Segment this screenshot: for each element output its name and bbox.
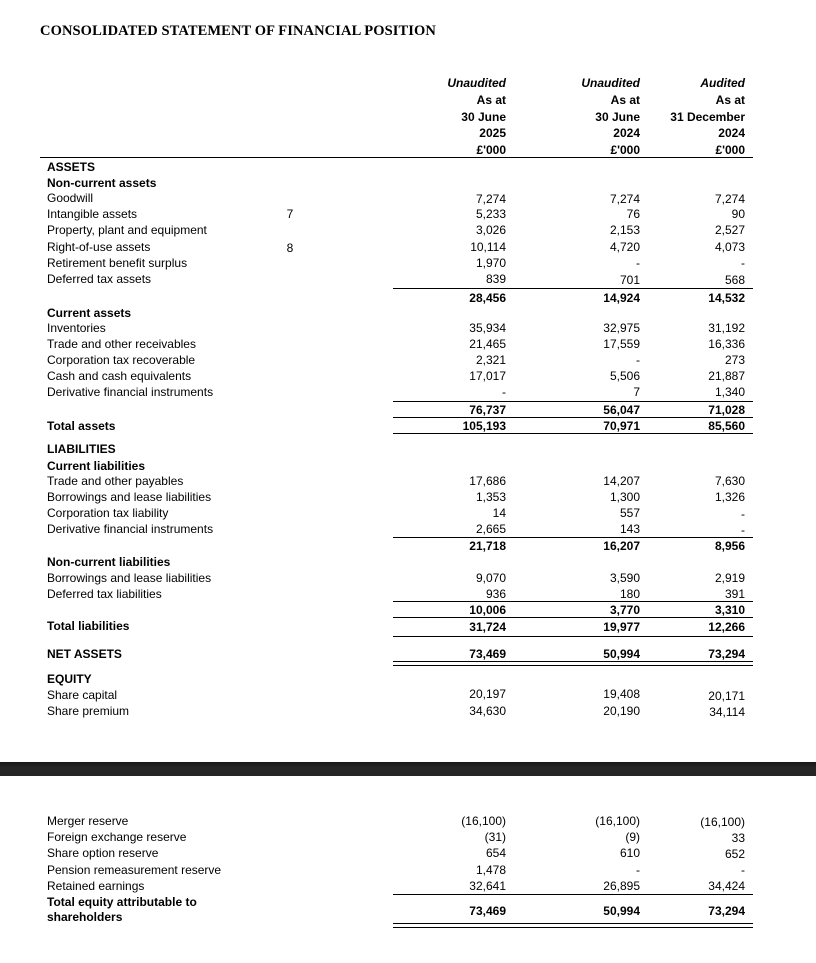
row-label: Inventories (47, 321, 106, 335)
value-dec-2024: 3,310 (714, 603, 745, 617)
total-rule (393, 433, 753, 434)
date: 30 June (461, 110, 506, 124)
row-label: Foreign exchange reserve (47, 830, 187, 844)
value-2025: (16,100) (461, 814, 506, 828)
row-label: Corporation tax recoverable (47, 353, 196, 367)
double-rule (393, 923, 753, 928)
value-jun-2024: - (636, 863, 640, 877)
value-2025: 1,478 (475, 863, 506, 877)
subheading-non-current-assets: Non-current assets (47, 176, 157, 190)
value-dec-2024: 2,527 (714, 223, 745, 237)
value-jun-2024: 557 (619, 506, 640, 520)
row-label: Share option reserve (47, 846, 159, 860)
value-dec-2024: - (741, 256, 745, 270)
subtotal-rule (393, 601, 753, 602)
unit: £'000 (715, 143, 745, 157)
value-2025: 1,353 (475, 490, 506, 504)
value-dec-2024: 16,336 (708, 337, 745, 351)
value-2025: 3,026 (475, 223, 506, 237)
total-rule (393, 636, 753, 637)
value-2025: 73,469 (469, 647, 506, 661)
value-2025: 21,465 (469, 337, 506, 351)
value-2025: 10,114 (470, 240, 506, 254)
row-label: Total liabilities (47, 619, 130, 633)
subheading-non-current-liabilities: Non-current liabilities (47, 555, 171, 569)
row-label: Right-of-use assets (47, 240, 151, 254)
row-label: Retained earnings (47, 879, 145, 893)
value-jun-2024: 14,207 (603, 474, 640, 488)
row-label: Goodwill (47, 191, 94, 205)
value-dec-2024: 12,266 (708, 620, 745, 634)
value-jun-2024: 4,720 (609, 240, 640, 254)
value-2025: 936 (485, 587, 506, 601)
value-dec-2024: 7,274 (714, 192, 745, 206)
value-dec-2024: 71,028 (708, 403, 745, 417)
value-dec-2024: 391 (724, 587, 745, 601)
value-dec-2024: 21,887 (708, 369, 745, 383)
row-label: Total assets (47, 419, 116, 433)
section-heading-liabilities: LIABILITIES (47, 442, 116, 456)
value-dec-2024: - (741, 863, 745, 877)
section-heading-equity: EQUITY (47, 672, 92, 686)
value-dec-2024: 31,192 (708, 321, 745, 335)
value-jun-2024: 1,300 (609, 490, 640, 504)
value-dec-2024: 34,114 (709, 705, 745, 719)
audit-status: Audited (700, 76, 745, 90)
row-label: NET ASSETS (47, 647, 122, 661)
value-dec-2024: - (741, 523, 745, 537)
row-label: Retirement benefit surplus (47, 256, 188, 270)
row-label: Property, plant and equipment (47, 223, 207, 237)
value-jun-2024: (9) (625, 830, 640, 844)
value-dec-2024: 568 (724, 273, 745, 287)
value-jun-2024: - (636, 256, 640, 270)
value-2025: 20,197 (469, 687, 506, 701)
value-dec-2024: (16,100) (700, 815, 745, 829)
row-label: Borrowings and lease liabilities (47, 571, 212, 585)
value-dec-2024: 2,919 (714, 571, 745, 585)
value-2025: 21,718 (469, 539, 506, 553)
value-jun-2024: 701 (619, 273, 640, 287)
value-jun-2024: 7 (633, 385, 640, 399)
as-at: As at (476, 93, 506, 107)
row-label: Total equity attributable to (47, 895, 197, 909)
value-2025: 73,469 (469, 904, 506, 918)
subtotal-rule (393, 894, 753, 895)
value-dec-2024: 4,073 (714, 240, 745, 254)
row-label: Deferred tax assets (47, 272, 152, 286)
subtotal-rule (393, 401, 753, 402)
value-jun-2024: 50,994 (603, 904, 640, 918)
value-dec-2024: 652 (724, 847, 745, 861)
value-dec-2024: 7,630 (714, 474, 745, 488)
value-dec-2024: 33 (731, 831, 745, 845)
value-dec-2024: 85,560 (708, 419, 745, 433)
value-dec-2024: 90 (731, 207, 745, 221)
value-jun-2024: 50,994 (603, 647, 640, 661)
unit: £'000 (610, 143, 640, 157)
value-dec-2024: 20,171 (708, 689, 745, 703)
value-dec-2024: 34,424 (708, 879, 745, 893)
value-jun-2024: 14,924 (603, 291, 640, 305)
double-rule (393, 661, 753, 666)
value-jun-2024: 76 (626, 207, 640, 221)
value-jun-2024: 3,770 (609, 603, 640, 617)
total-rule (393, 417, 753, 418)
date: 30 June (595, 110, 640, 124)
value-jun-2024: 5,506 (609, 369, 640, 383)
value-dec-2024: 14,532 (708, 291, 745, 305)
row-label: Share capital (47, 688, 118, 702)
value-jun-2024: 610 (619, 846, 640, 860)
value-dec-2024: - (741, 507, 745, 521)
value-2025: 2,321 (475, 353, 506, 367)
page-break-bar (0, 762, 816, 776)
value-jun-2024: 2,153 (609, 223, 640, 237)
as-at: As at (610, 93, 640, 107)
as-at: As at (715, 93, 745, 107)
audit-status: Unaudited (447, 76, 506, 90)
value-jun-2024: 7,274 (609, 192, 640, 206)
value-2025: 17,017 (469, 369, 506, 383)
value-jun-2024: 17,559 (603, 337, 640, 351)
row-label: Cash and cash equivalents (47, 369, 192, 383)
value-2025: - (502, 385, 506, 399)
header-rule (40, 157, 753, 158)
value-jun-2024: 143 (619, 522, 640, 536)
value-jun-2024: 16,207 (603, 539, 640, 553)
subheading-current-liabilities: Current liabilities (47, 459, 146, 473)
value-2025: 839 (485, 272, 506, 286)
value-jun-2024: 32,975 (603, 321, 640, 335)
value-2025: 654 (485, 846, 506, 860)
value-2025: 10,006 (469, 603, 506, 617)
value-2025: 1,970 (475, 256, 506, 270)
row-label: Trade and other payables (47, 474, 184, 488)
value-2025: 34,630 (469, 704, 506, 718)
row-label: Intangible assets (47, 207, 138, 221)
value-2025: 32,641 (469, 879, 506, 893)
subtotal-rule (393, 288, 753, 289)
row-label: Deferred tax liabilities (47, 587, 162, 601)
value-jun-2024: 56,047 (603, 403, 640, 417)
row-label: Share premium (47, 704, 130, 718)
value-dec-2024: 1,326 (714, 490, 745, 504)
value-jun-2024: (16,100) (595, 814, 640, 828)
value-jun-2024: - (636, 353, 640, 367)
value-2025: 17,686 (469, 474, 506, 488)
value-2025: 31,724 (469, 620, 506, 634)
value-jun-2024: 180 (619, 587, 640, 601)
value-2025: 7,274 (475, 192, 506, 206)
value-dec-2024: 1,340 (714, 385, 745, 399)
year: 2024 (613, 126, 640, 140)
section-heading-assets: ASSETS (47, 160, 96, 174)
row-label: Derivative financial instruments (47, 385, 214, 399)
value-2025: 76,737 (469, 403, 506, 417)
note-reference: 7 (286, 207, 294, 221)
value-jun-2024: 19,977 (603, 620, 640, 634)
value-jun-2024: 19,408 (603, 687, 640, 701)
subtotal-rule (393, 537, 753, 538)
value-2025: 14 (492, 506, 506, 520)
value-jun-2024: 20,190 (603, 704, 640, 718)
note-reference: 8 (286, 241, 294, 255)
date: 31 December (670, 110, 745, 124)
value-dec-2024: 273 (724, 353, 745, 367)
row-label: Trade and other receivables (47, 337, 196, 351)
value-jun-2024: 26,895 (603, 879, 640, 893)
value-2025: 2,665 (475, 522, 506, 536)
value-2025: 5,233 (475, 207, 506, 221)
subheading-current-assets: Current assets (47, 306, 132, 320)
total-rule (393, 617, 753, 618)
value-2025: 105,193 (462, 419, 506, 433)
value-dec-2024: 73,294 (708, 904, 745, 918)
value-jun-2024: 70,971 (603, 419, 640, 433)
value-2025: 9,070 (475, 571, 506, 585)
row-label: Merger reserve (47, 814, 129, 828)
unit: £'000 (476, 143, 506, 157)
row-label: Corporation tax liability (47, 506, 169, 520)
value-2025: (31) (484, 830, 506, 844)
year: 2025 (479, 126, 506, 140)
row-label-continued: shareholders (47, 910, 123, 924)
value-2025: 35,934 (469, 321, 506, 335)
row-label: Pension remeasurement reserve (47, 863, 222, 877)
value-dec-2024: 73,294 (708, 647, 745, 661)
row-label: Borrowings and lease liabilities (47, 490, 212, 504)
audit-status: Unaudited (581, 76, 640, 90)
value-jun-2024: 3,590 (609, 571, 640, 585)
row-label: Derivative financial instruments (47, 522, 214, 536)
statement-title: CONSOLIDATED STATEMENT OF FINANCIAL POSITION (40, 23, 436, 39)
value-dec-2024: 8,956 (714, 539, 745, 553)
year: 2024 (718, 126, 745, 140)
value-2025: 28,456 (469, 291, 506, 305)
